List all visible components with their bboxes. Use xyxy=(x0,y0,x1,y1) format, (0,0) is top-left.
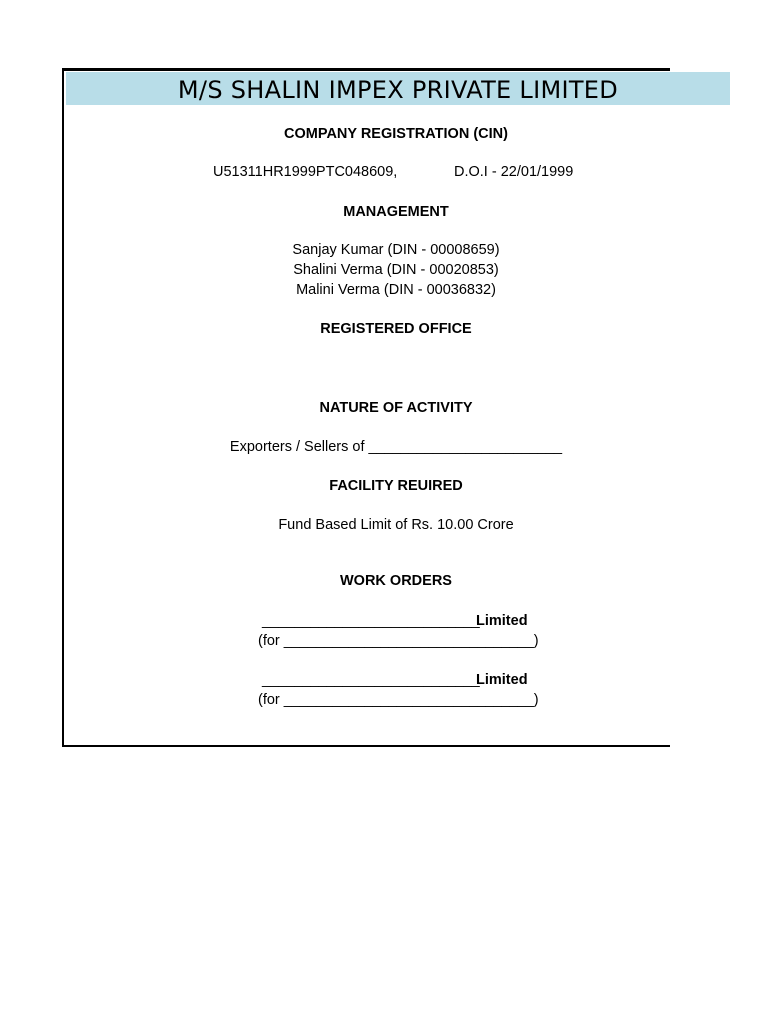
work-order-label: Limited xyxy=(476,613,528,629)
management-heading: MANAGEMENT xyxy=(343,204,449,220)
work-order-blank: ___________________________ xyxy=(262,613,480,629)
document-sheet xyxy=(62,68,670,747)
facility-text: Fund Based Limit of Rs. 10.00 Crore xyxy=(278,517,514,533)
management-member: Shalini Verma (DIN - 00020853) xyxy=(293,262,499,278)
work-order-for-text: (for _______________________________) xyxy=(258,692,539,708)
cin-number: U51311HR1999PTC048609, xyxy=(213,164,398,180)
registration-heading: COMPANY REGISTRATION (CIN) xyxy=(284,126,508,142)
nature-of-activity-heading: NATURE OF ACTIVITY xyxy=(319,400,473,416)
date-of-incorporation: D.O.I - 22/01/1999 xyxy=(454,164,574,180)
nature-of-activity-text: Exporters / Sellers of ________________________ xyxy=(229,439,563,455)
work-order-for xyxy=(64,631,668,651)
title-bar xyxy=(66,72,730,105)
management-member: Malini Verma (DIN - 00036832) xyxy=(296,282,496,298)
management-member: Sanjay Kumar (DIN - 00008659) xyxy=(292,242,500,258)
work-orders-heading: WORK ORDERS xyxy=(340,573,452,589)
registered-office-heading: REGISTERED OFFICE xyxy=(320,321,472,337)
company-title: M/S SHALIN IMPEX PRIVATE LIMITED xyxy=(177,76,619,104)
facility-heading: FACILITY REUIRED xyxy=(329,478,463,494)
work-order-for xyxy=(64,690,668,710)
work-order-label: Limited xyxy=(476,672,528,688)
work-order-blank: ___________________________ xyxy=(262,672,480,688)
registration-row xyxy=(64,162,668,182)
work-order-item xyxy=(64,670,668,690)
work-order-item xyxy=(64,611,668,631)
work-order-for-text: (for _______________________________) xyxy=(258,633,539,649)
